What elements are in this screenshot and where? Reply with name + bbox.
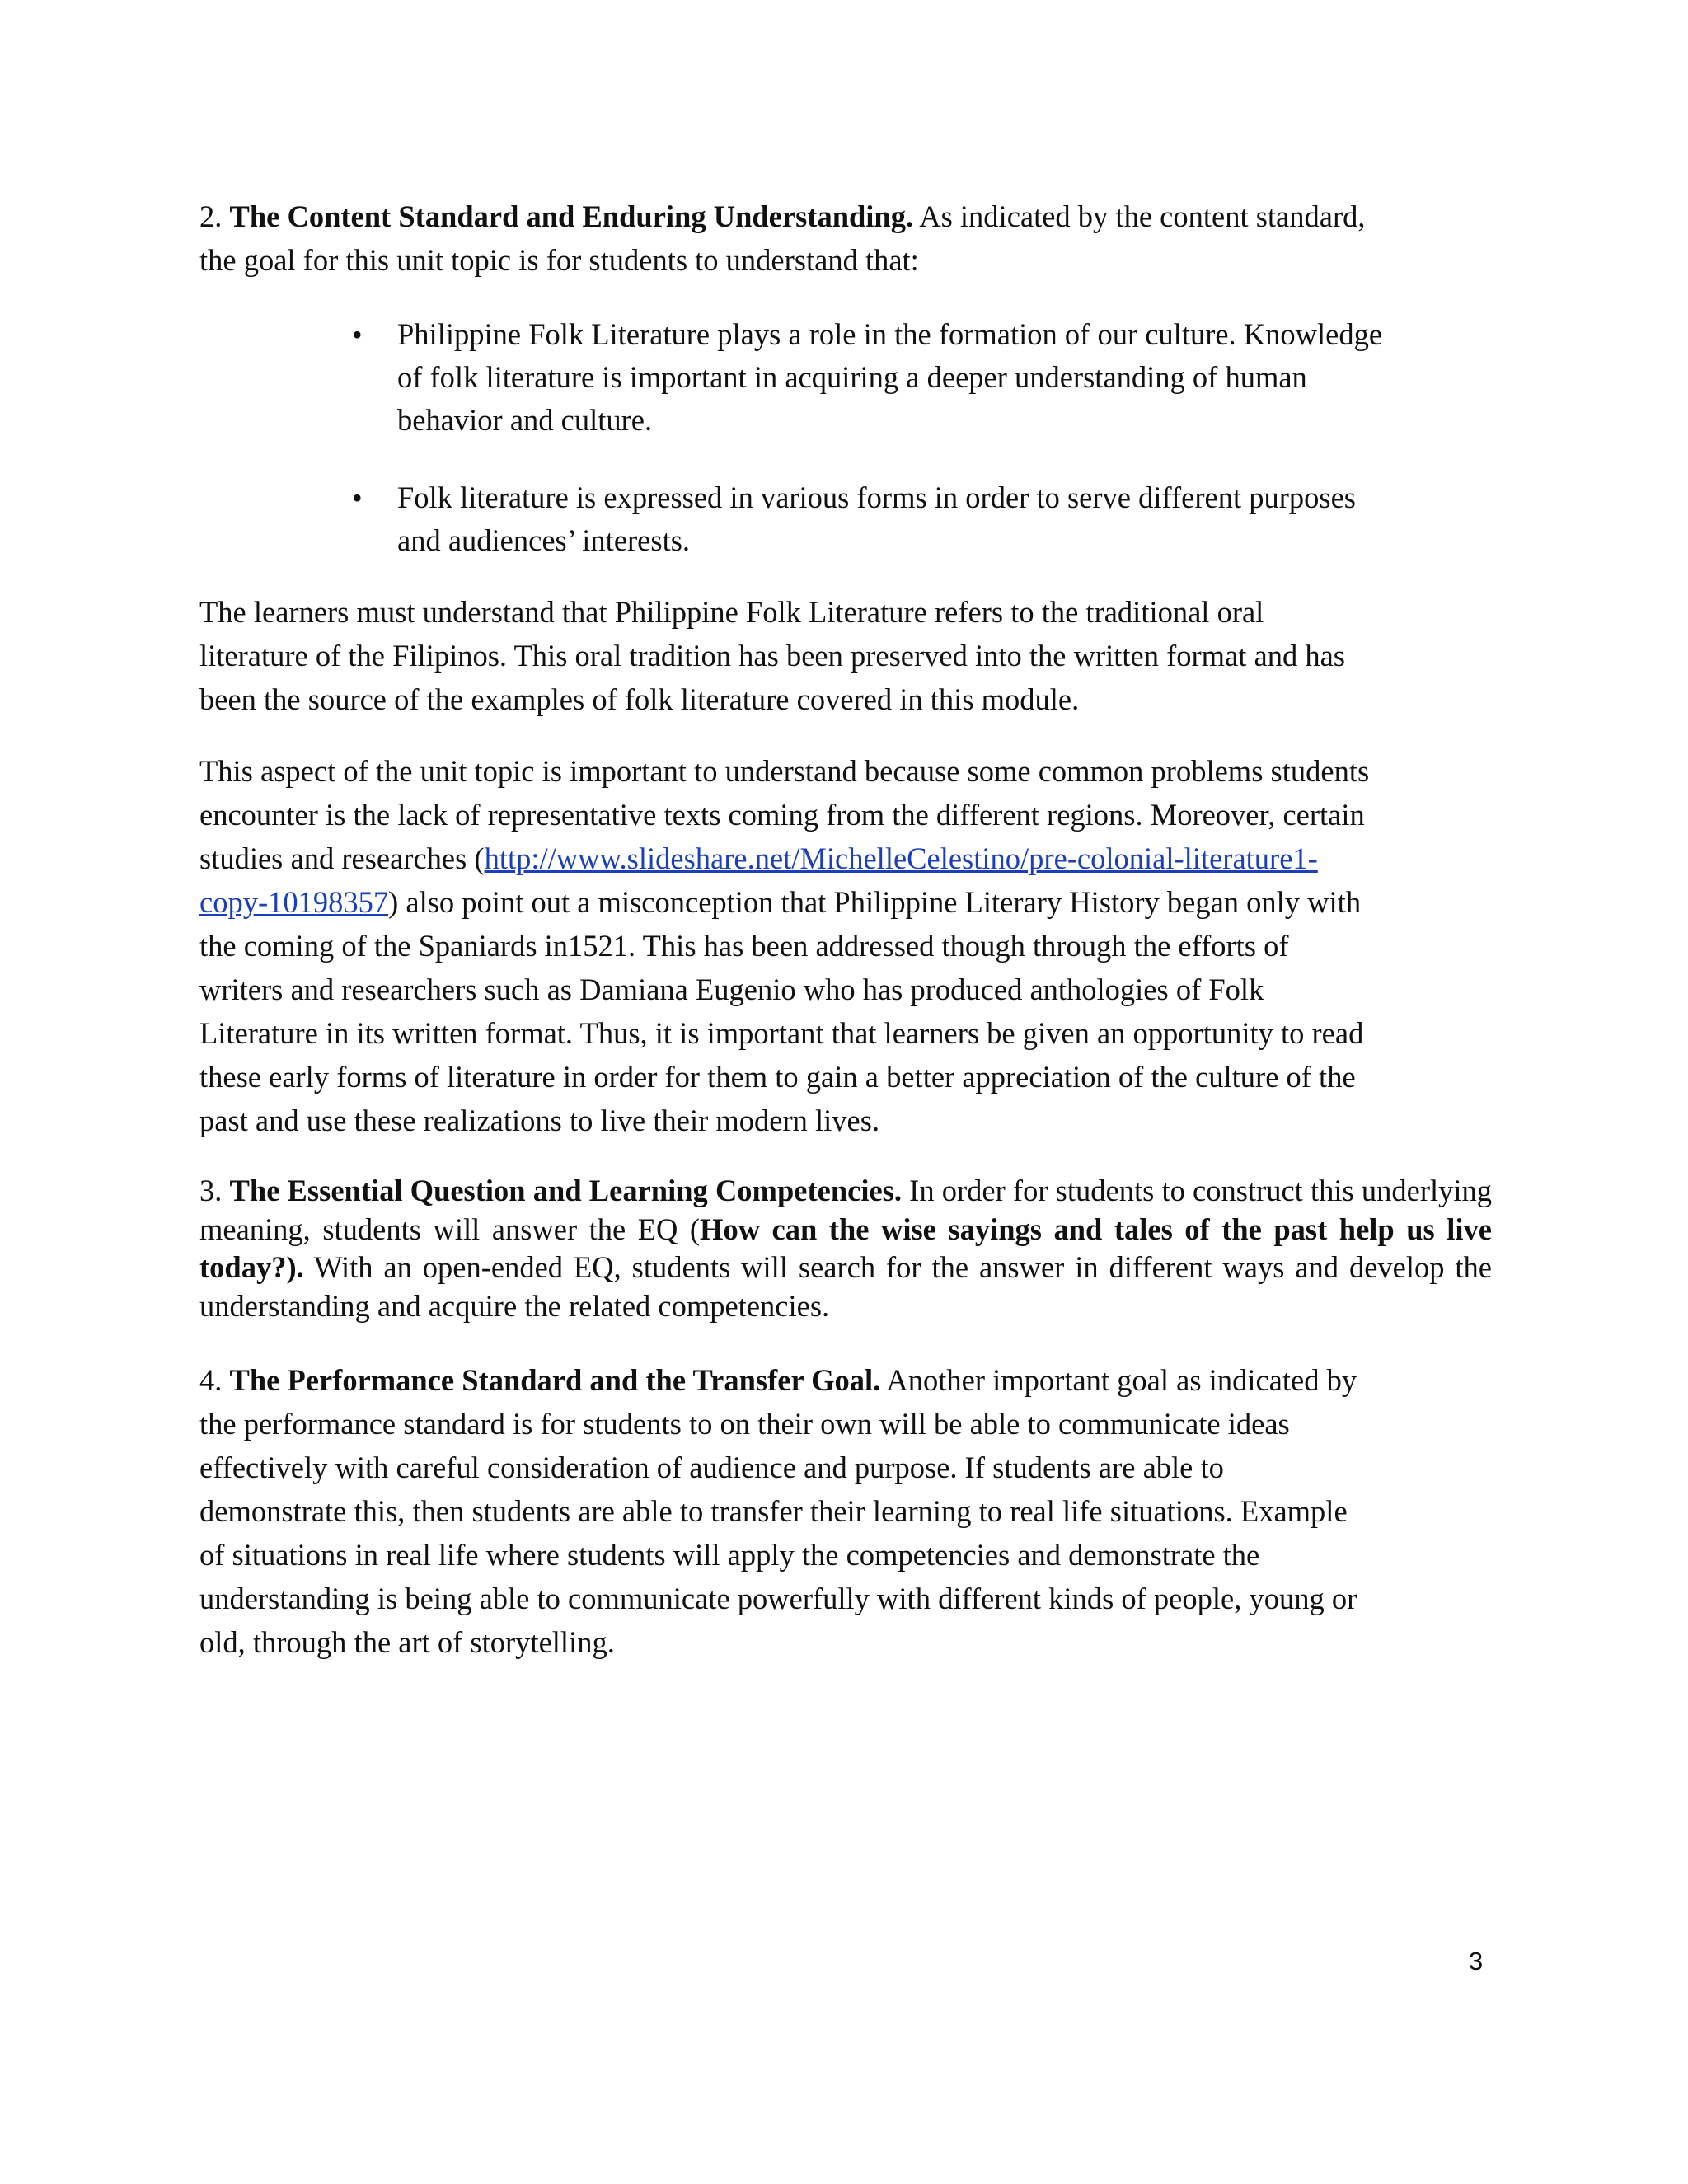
slideshare-link-part-1: http://www.slideshare.net/MichelleCelestino/pre-colonial-literature1- [484, 841, 1318, 875]
understanding-bullet-list [199, 313, 1492, 562]
section-2-intro-b: the goal for this unit topic is for students to understand that: [199, 243, 919, 277]
aspect-line-3-pre: studies and researches ( [199, 841, 485, 875]
learners-line-3: been the source of the examples of folk literature covered in this module. [199, 682, 1080, 716]
section-3-number: 3. [199, 1174, 223, 1207]
section-4-line-7: old, through the art of storytelling. [199, 1625, 615, 1659]
section-4-line-3: effectively with careful consideration of audience and purpose. If students are able to [199, 1451, 1224, 1484]
section-4-heading: The Performance Standard and the Transfer Goal. [229, 1363, 881, 1397]
aspect-line-1: This aspect of the unit topic is important to understand because some common problems students [199, 754, 1370, 788]
bullet-1-line-2: of folk literature is important in acquiring a deeper understanding of human [397, 360, 1307, 394]
aspect-line-5: the coming of the Spaniards in1521. This has been addressed though through the efforts of [199, 929, 1289, 963]
section-4-line-6: understanding is being able to communicate powerfully with different kinds of people, young or [199, 1582, 1357, 1615]
aspect-line-2: encounter is the lack of representative texts coming from the different regions. Moreover, certain [199, 798, 1365, 832]
section-4-line-4: demonstrate this, then students are able to transfer their learning to real life situations. Example [199, 1494, 1348, 1528]
section-3-text-a: In order for students to construct this underlying meaning, students will answer the EQ ( [199, 1174, 1493, 1246]
section-2-heading: The Content Standard and Enduring Understanding. [229, 199, 914, 233]
essential-question: How can the wise sayings and tales of the past help us live today?). [199, 1212, 1492, 1284]
bullet-2-line-2: and audiences’ interests. [397, 523, 691, 557]
section-4-line-5: of situations in real life where students will apply the competencies and demonstrate the [199, 1538, 1260, 1572]
section-4-line-1-rest: Another important goal as indicated by [880, 1363, 1357, 1397]
bullet-1-line-3: behavior and culture. [397, 403, 653, 437]
learners-paragraph [199, 590, 1492, 721]
learners-line-1: The learners must understand that Philippine Folk Literature refers to the traditional oral [199, 595, 1264, 629]
slideshare-link-part-2: copy-10198357 [199, 885, 389, 919]
section-3-text-b: With an open-ended EQ, students will search for the answer in different ways and develop the understanding and acquire the related competencies. [199, 1250, 1492, 1323]
list-item [199, 313, 1688, 442]
aspect-line-6: writers and researchers such as Damiana Eugenio who has produced anthologies of Folk [199, 972, 1264, 1006]
section-4-paragraph [199, 1358, 1492, 1664]
section-3-heading: The Essential Question and Learning Competencies. [229, 1174, 902, 1207]
bullet-icon: • [352, 481, 363, 514]
bullet-2-line-1: Folk literature is expressed in various forms in order to serve different purposes [397, 480, 1356, 514]
aspect-paragraph [199, 749, 1492, 1142]
aspect-line-4-post: ) also point out a misconception that Philippine Literary History began only with [388, 885, 1362, 919]
aspect-line-8: these early forms of literature in order for them to gain a better appreciation of the culture of the [199, 1060, 1356, 1094]
section-2-number: 2. [199, 199, 223, 233]
page-number: 3 [1469, 1947, 1484, 1975]
section-2-intro-a: As indicated by the content standard, [913, 199, 1366, 233]
section-4-number: 4. [199, 1363, 223, 1397]
bullet-icon: • [352, 318, 363, 351]
section-4-line-2: the performance standard is for students to on their own will be able to communicate ideas [199, 1407, 1290, 1441]
page-content [199, 194, 1492, 1664]
aspect-line-7: Literature in its written format. Thus, it is important that learners be given an opportunity to read [199, 1016, 1364, 1050]
learners-line-2: literature of the Filipinos. This oral tradition has been preserved into the written format and has [199, 639, 1346, 673]
bullet-1-line-1: Philippine Folk Literature plays a role in the formation of our culture. Knowledge [397, 317, 1383, 351]
aspect-line-9: past and use these realizations to live their modern lives. [199, 1104, 880, 1137]
section-2-intro [199, 194, 1492, 282]
list-item [199, 476, 1688, 562]
section-3-paragraph [199, 1172, 1492, 1325]
